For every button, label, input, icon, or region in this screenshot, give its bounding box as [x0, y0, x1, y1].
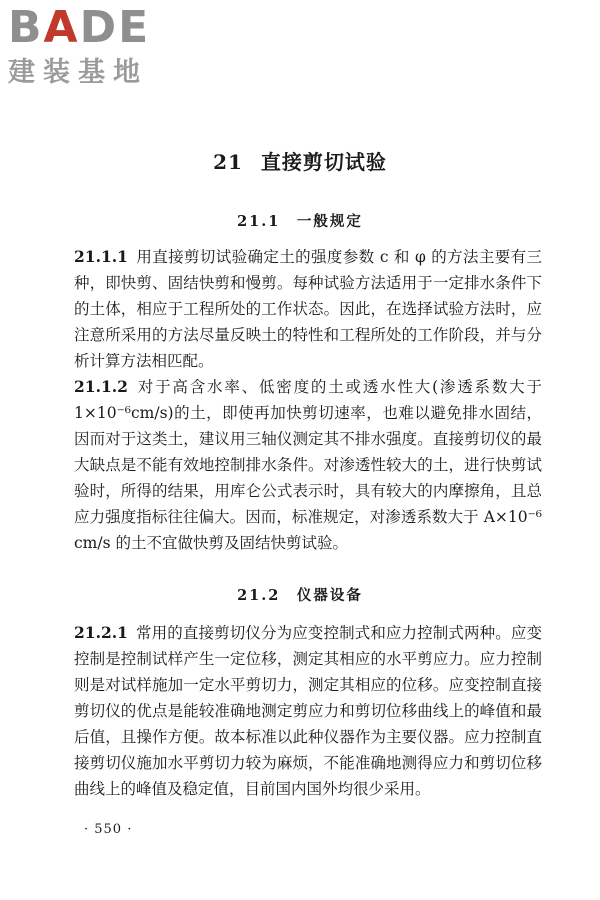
paragraph-21-2-1: [74, 620, 542, 802]
logo-letters-de: DE: [79, 2, 151, 53]
paragraph-text: 用直接剪切试验确定土的强度参数 c 和 φ 的方法主要有三种，即快剪、固结快剪和慢剪。每种试验方法适用于一定排水条件下的土体，相应于工程所处的工作状态。因此，在选择试验方法时，应注意所采用的方法尽量反映土的特性和工程所处的工作阶段，并与分析计算方法相匹配。: [74, 248, 542, 370]
clause-number: 21.2.1: [74, 623, 128, 642]
logo-letter-b: B: [8, 2, 44, 53]
section-heading-equipment: 21.2 仪器设备: [237, 587, 363, 604]
paragraph-text: 常用的直接剪切仪分为应变控制式和应力控制式两种。应变控制是控制试样产生一定位移，测定其相应的水平剪应力。应力控制则是对试样施加一定水平剪切力，测定其相应的位移。应变控制直接剪切仪的优点是能较准确地测定剪应力和剪切位移曲线上的峰值和最后值，且操作方便。故本标准以此种仪器作为主要仪器。应力控制直接剪切仪施加水平剪切力较为麻烦，不能准确地测得应力和剪切位移曲线上的峰值及稳定值，目前国内国外均很少采用。: [74, 624, 542, 798]
chapter-number: 21: [213, 150, 243, 174]
clause-number: 21.1.2: [74, 377, 128, 396]
logo-wordmark: [8, 2, 178, 53]
section-heading-general: 21.1 一般规定: [237, 213, 363, 230]
page-number: · 550 ·: [84, 822, 133, 837]
chapter-name: 直接剪切试验: [260, 150, 387, 174]
paragraph-21-1-2: [74, 374, 542, 556]
logo-letter-a: A: [43, 2, 80, 53]
paragraph-text: 对于高含水率、低密度的土或透水性大(渗透系数大于1×10⁻⁶cm/s)的土，即使再加快剪切速率，也难以避免排水固结，因而对于这类土，建议用三轴仪测定其不排水强度。直接剪切仪的最大缺点是不能有效地控制排水条件。对渗透性较大的土，进行快剪试验时，所得的结果，用库仑公式表示时，具有较大的内摩擦角，且总应力强度指标往往偏大。因而，标准规定，对渗透系数大于 A×10⁻⁶ cm/s 的土不宜做快剪及固结快剪试验。: [74, 378, 542, 552]
logo-subtitle: 建装基地: [8, 57, 148, 88]
paragraph-21-1-1: [74, 244, 542, 374]
chapter-title: [0, 146, 600, 175]
brand-logo: [8, 2, 178, 88]
clause-number: 21.1.1: [74, 247, 128, 266]
